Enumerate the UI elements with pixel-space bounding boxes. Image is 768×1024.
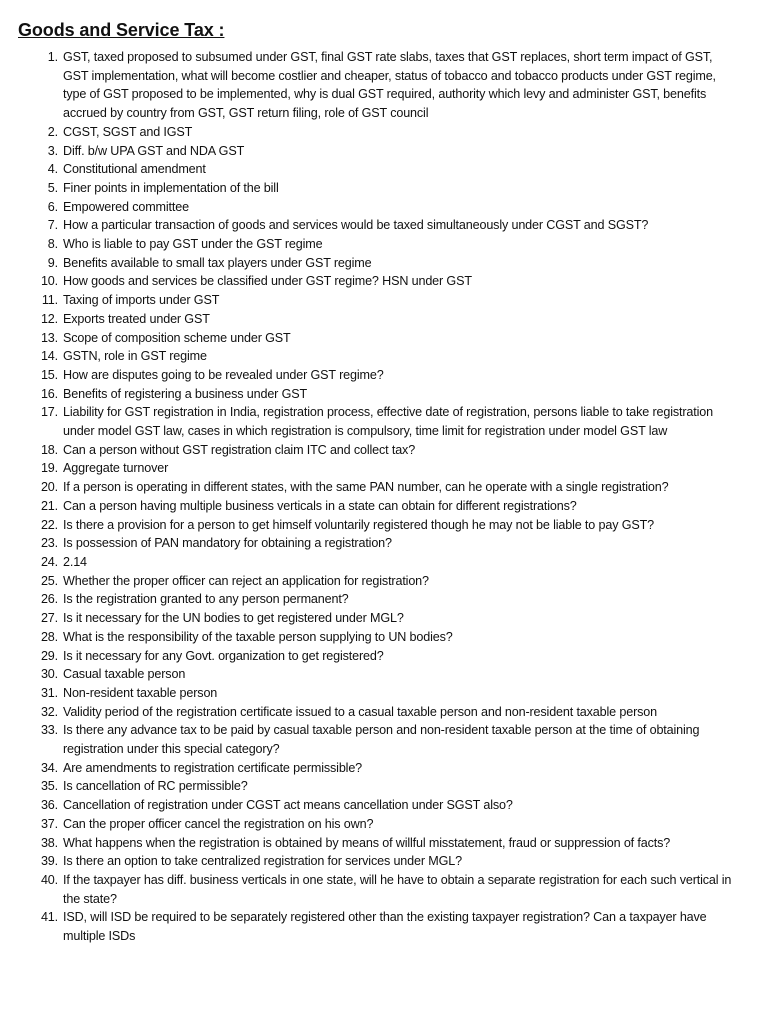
list-item-text: Is it necessary for any Govt. organization to get registered? [63,648,384,663]
list-item-number: 21. [40,498,58,513]
list-item-text: Finer points in implementation of the bill [63,180,279,195]
list-item-text: Taxing of imports under GST [63,293,220,308]
list-item-number: 25. [40,573,58,588]
list-item [0,721,768,758]
list-item [0,796,768,815]
list-item-number: 15. [40,367,58,382]
list-item-number: 14. [40,349,58,364]
list-item [0,123,768,142]
list-item [0,497,768,516]
list-item-number: 23. [40,536,58,551]
list-item-number: 11. [41,293,58,308]
list-item-number: 20. [40,480,58,495]
list-item-number: 7. [47,218,58,233]
list-item-text: Is there an option to take centralized registration for services under MGL? [63,854,462,869]
list-item [0,609,768,628]
list-item-number: 27. [40,611,58,626]
list-item-number: 30. [40,667,58,682]
list-item [0,665,768,684]
list-item [0,871,768,908]
question-list [0,48,768,946]
list-item-text: What happens when the registration is obtained by means of willful misstatement, fraud or suppression of facts? [63,835,671,850]
list-item-number: 28. [40,629,58,644]
list-item-number: 18. [40,442,58,457]
list-item [0,534,768,553]
list-item-text: Is possession of PAN mandatory for obtaining a registration? [63,536,392,551]
list-item-text: How a particular transaction of goods and services would be taxed simultaneously under CGST and SGST? [63,218,649,233]
list-item-text: Empowered committee [63,199,189,214]
list-item [0,759,768,778]
list-item-number: 3. [47,143,58,158]
list-item-number: 2. [47,124,58,139]
list-item-text: Can a person without GST registration claim ITC and collect tax? [63,442,416,457]
list-item [0,647,768,666]
list-item [0,628,768,647]
list-item-text: How are disputes going to be revealed under GST regime? [63,367,384,382]
list-item-text: Non-resident taxable person [63,685,218,700]
list-item [0,160,768,179]
list-item [0,908,768,945]
list-item-text: Can the proper officer cancel the registration on his own? [63,816,374,831]
list-item-text: How goods and services be classified under GST regime? HSN under GST [63,274,472,289]
list-item [0,516,768,535]
list-item [0,254,768,273]
list-item-text: Constitutional amendment [63,162,206,177]
list-item [0,329,768,348]
list-item-number: 17. [40,405,58,420]
list-item-text: Are amendments to registration certificate permissible? [63,760,363,775]
list-item-text: GSTN, role in GST regime [63,349,207,364]
list-item-text: Scope of composition scheme under GST [63,330,291,345]
list-item-text: Who is liable to pay GST under the GST regime [63,237,323,252]
list-item-text: 2.14 [63,554,87,569]
list-item-text: ISD, will ISD be required to be separately registered other than the existing taxpayer registration? Can a taxpayer have multiple ISDs [63,910,707,944]
list-item-number: 22. [40,517,58,532]
list-item-number: 19. [40,461,58,476]
list-item-text: Is cancellation of RC permissible? [63,779,248,794]
list-item [0,216,768,235]
list-item-text: What is the responsibility of the taxable person supplying to UN bodies? [63,629,453,644]
list-item-number: 36. [40,798,58,813]
list-item-number: 41. [40,910,58,925]
list-item-text: Whether the proper officer can reject an application for registration? [63,573,429,588]
list-item [0,703,768,722]
list-item [0,590,768,609]
list-item-text: If the taxpayer has diff. business verticals in one state, will he have to obtain a separate registration for each such vertical in the state? [63,872,732,906]
list-item [0,852,768,871]
list-item-number: 26. [40,592,58,607]
list-item-number: 5. [47,180,58,195]
list-item [0,310,768,329]
list-item [0,142,768,161]
list-item-text: Is it necessary for the UN bodies to get registered under MGL? [63,611,404,626]
list-item-text: GST, taxed proposed to subsumed under GST, final GST rate slabs, taxes that GST replaces, short term impact of GST, GST implementation, what will become costlier and cheaper, status of tobacco and tobacco products under GST regime, type of GST proposed to be implemented, why is dual GST required, authority which levy and administer GST, benefits accrued by country from GST, GST return filing, role of GST council [63,50,716,121]
list-item-text: Is there a provision for a person to get himself voluntarily registered though he may not be liable to pay GST? [63,517,654,532]
list-item-text: Exports treated under GST [63,311,210,326]
list-item [0,347,768,366]
list-item-number: 10. [40,274,58,289]
list-item-number: 32. [40,704,58,719]
list-item-number: 1. [47,50,58,64]
list-item-text: Casual taxable person [63,667,186,682]
list-item-text: Benefits available to small tax players under GST regime [63,255,372,270]
list-item-number: 24. [40,554,58,569]
list-item-text: Validity period of the registration certificate issued to a casual taxable person and non-resident taxable person [63,704,657,719]
list-item-text: Is the registration granted to any person permanent? [63,592,349,607]
list-item-text: Benefits of registering a business under GST [63,386,308,401]
list-item-number: 9. [47,255,58,270]
list-item [0,572,768,591]
list-item-text: CGST, SGST and IGST [63,124,193,139]
list-item-number: 16. [40,386,58,401]
list-item [0,834,768,853]
list-item [0,48,768,123]
list-item-number: 31. [40,685,58,700]
list-item-number: 38. [40,835,58,850]
list-item-text: Aggregate turnover [63,461,169,476]
list-item-number: 29. [40,648,58,663]
list-item-text: Is there any advance tax to be paid by casual taxable person and non-resident taxable person at the time of obtaining registration under this special category? [63,723,700,757]
list-item [0,366,768,385]
list-item [0,777,768,796]
list-item [0,291,768,310]
list-item-number: 12. [40,311,58,326]
list-item [0,235,768,254]
page-title: Goods and Service Tax : [18,20,225,40]
list-item-number: 35. [40,779,58,794]
list-item-number: 33. [40,723,58,738]
list-item [0,459,768,478]
list-item [0,553,768,572]
list-item-text: Can a person having multiple business verticals in a state can obtain for different registrations? [63,498,577,513]
list-item-text: Liability for GST registration in India, registration process, effective date of registration, persons liable to take registration under model GST law, cases in which registration is compulsory, time limit for registration under model GST law [63,405,713,439]
list-item [0,385,768,404]
list-item-number: 34. [40,760,58,775]
list-item [0,684,768,703]
list-item [0,403,768,440]
list-item [0,478,768,497]
list-item-number: 39. [40,854,58,869]
list-item-number: 8. [47,237,58,252]
list-item [0,272,768,291]
list-item-number: 13. [40,330,58,345]
list-item [0,198,768,217]
list-item-number: 4. [47,162,58,177]
list-item-text: Diff. b/w UPA GST and NDA GST [63,143,245,158]
list-item-text: If a person is operating in different states, with the same PAN number, can he operate with a single registration? [63,480,669,495]
list-item [0,815,768,834]
list-item-number: 6. [47,199,58,214]
list-item [0,441,768,460]
list-item-number: 37. [40,816,58,831]
list-item [0,179,768,198]
list-item-text: Cancellation of registration under CGST act means cancellation under SGST also? [63,798,513,813]
list-item-number: 40. [40,872,58,887]
